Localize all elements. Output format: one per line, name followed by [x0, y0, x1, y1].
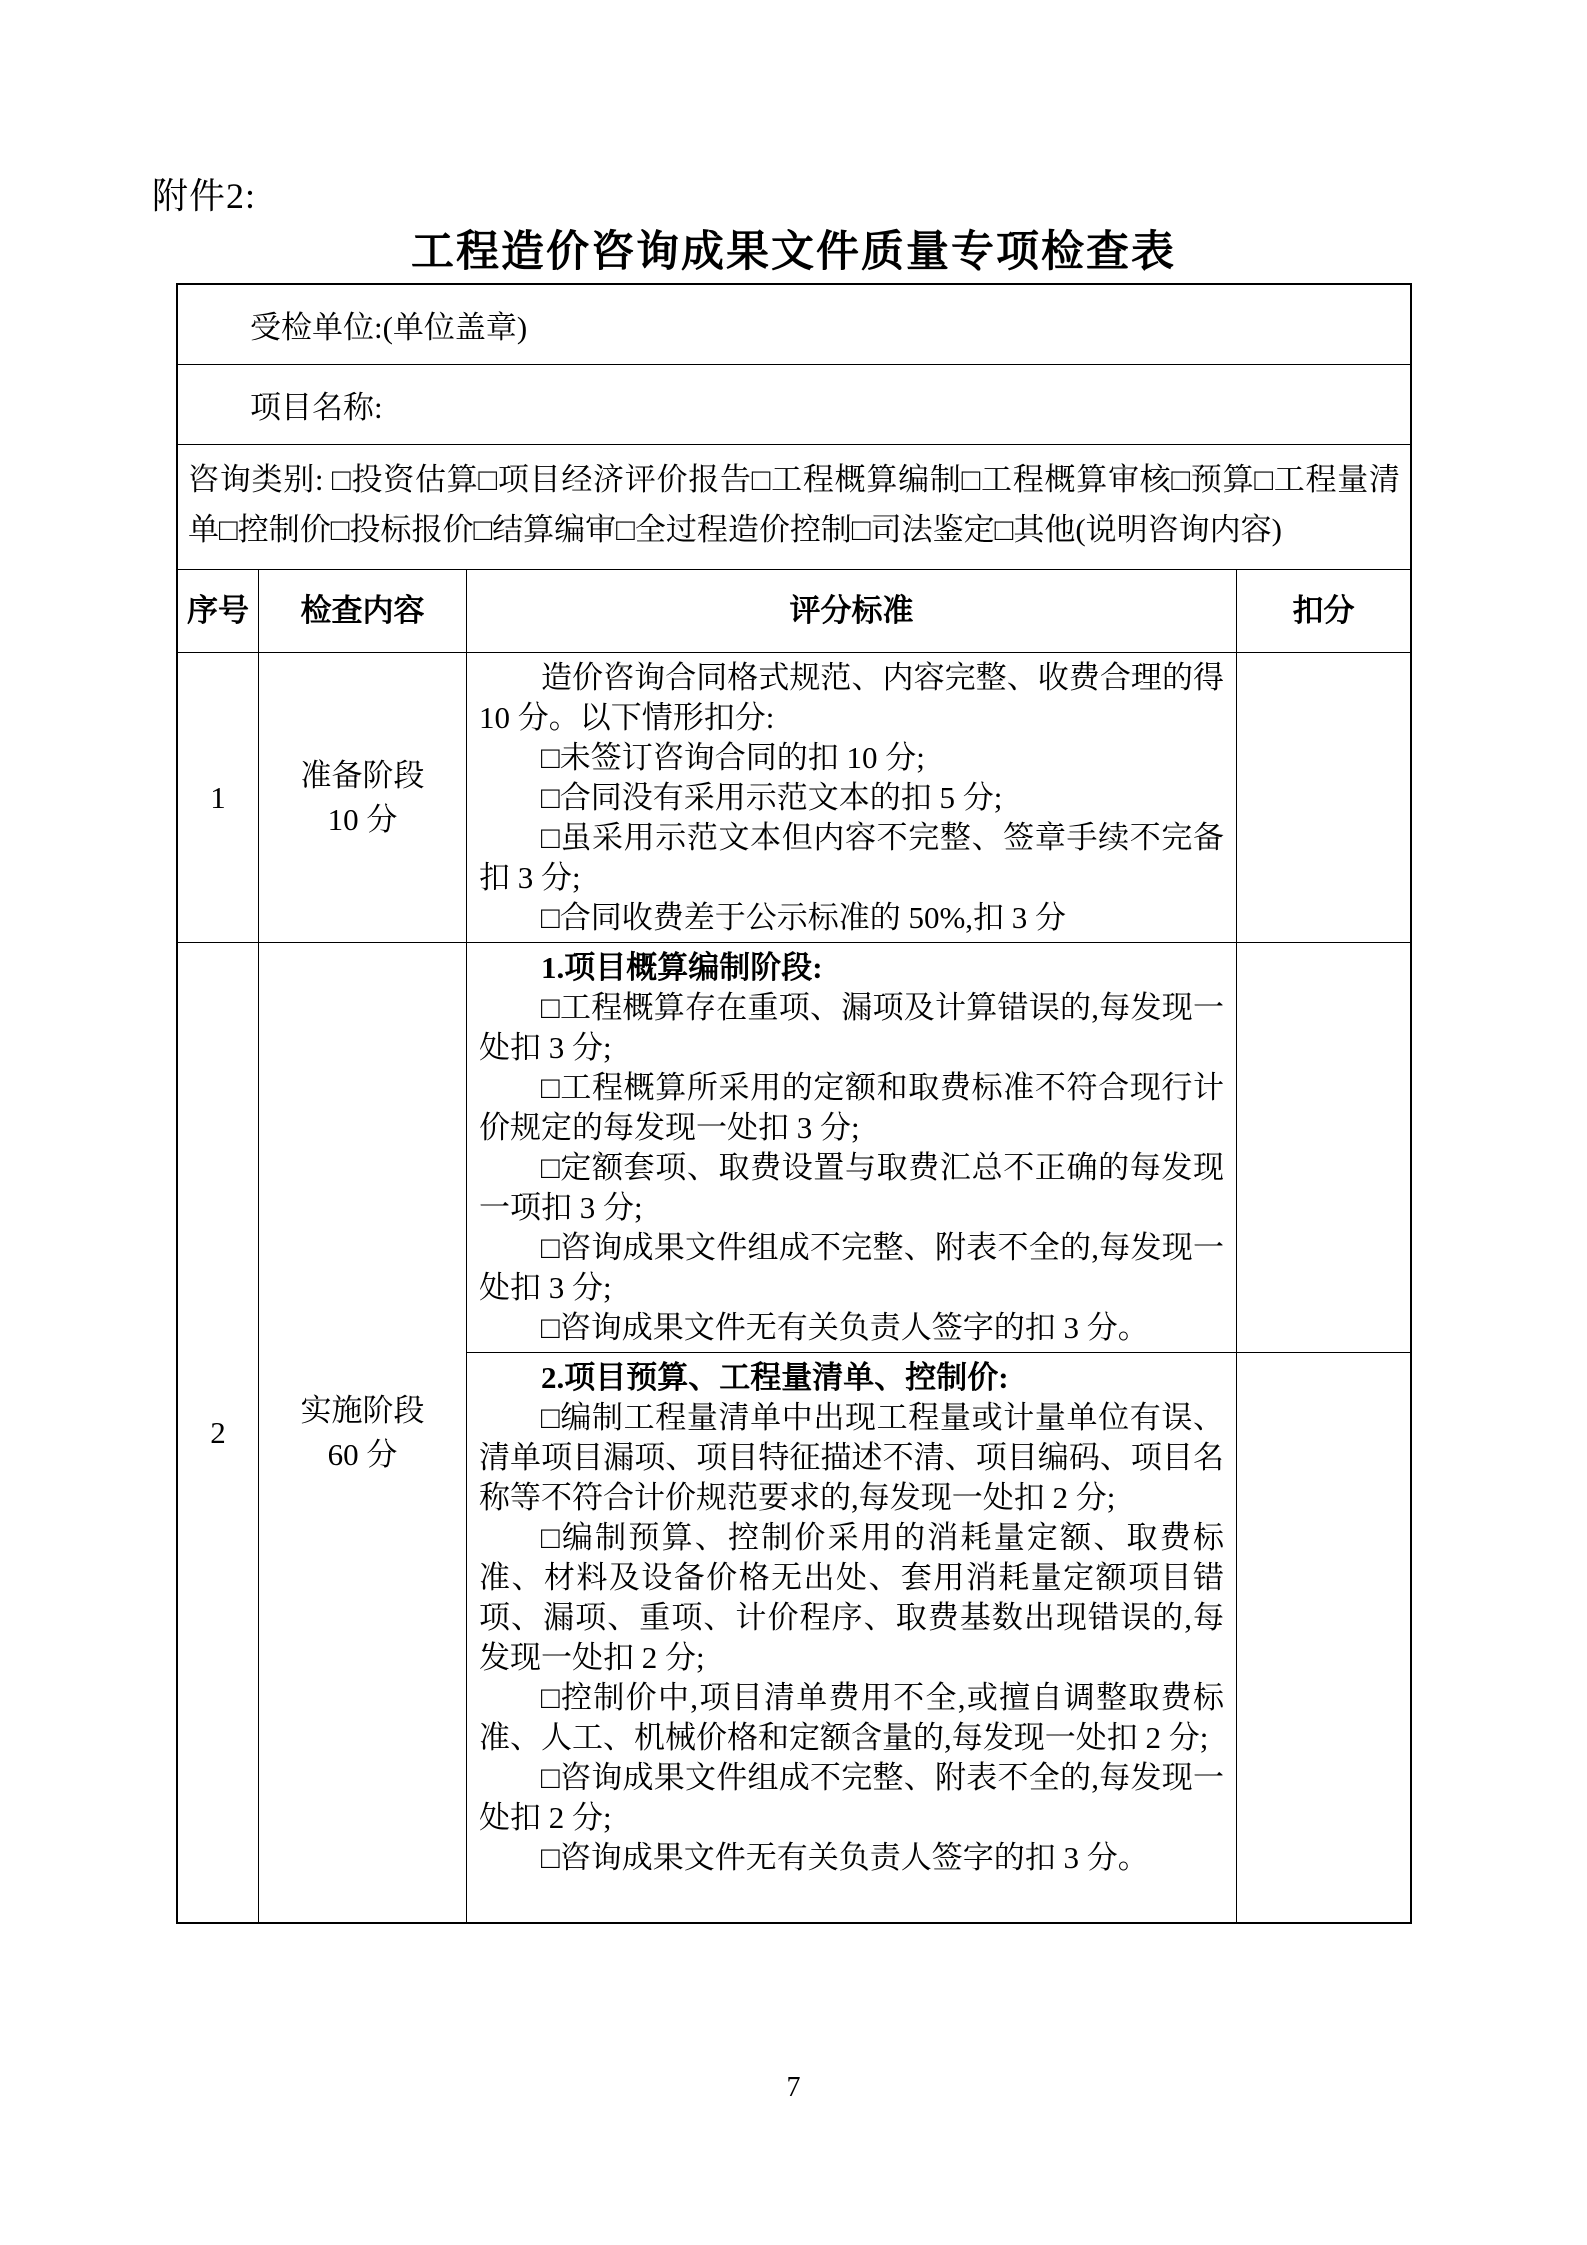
- content-row1-name: 准备阶段: [300, 757, 425, 793]
- attachment-label: 附件2:: [152, 176, 257, 216]
- header-cell-content: 检查内容: [258, 570, 466, 652]
- criteria-item: □编制工程量清单中出现工程量或计量单位有误、清单项目漏项、项目特征描述不清、项目编码、项目名称等不符合计价规范要求的,每发现一处扣 2 分;: [479, 1400, 1224, 1515]
- deduction-cell-row2-section2: [1236, 1352, 1410, 1922]
- inspected-unit-label: 受检单位:(单位盖章): [250, 310, 528, 345]
- criteria-cell-row2-section2: [466, 1352, 1236, 1922]
- header-cell-criteria: 评分标准: [466, 570, 1236, 652]
- criteria-item: □合同没有采用示范文本的扣 5 分;: [541, 780, 1003, 815]
- criteria-item: □咨询成果文件组成不完整、附表不全的,每发现一处扣 3 分;: [479, 1230, 1224, 1305]
- content-row2-name: 实施阶段: [300, 1392, 425, 1428]
- criteria-item: □咨询成果文件无有关负责人签字的扣 3 分。: [541, 1310, 1149, 1345]
- header-cell-seq: 序号: [187, 593, 249, 628]
- criteria-item: □工程概算所采用的定额和取费标准不符合现行计价规定的每发现一处扣 3 分;: [479, 1070, 1224, 1145]
- criteria-item: □未签订咨询合同的扣 10 分;: [541, 740, 925, 775]
- criteria-item: □工程概算存在重项、漏项及计算错误的,每发现一处扣 3 分;: [479, 990, 1224, 1065]
- content-cell-row1: [258, 652, 466, 942]
- criteria-item: □咨询成果文件组成不完整、附表不全的,每发现一处扣 2 分;: [479, 1760, 1224, 1835]
- criteria-item: □定额套项、取费设置与取费汇总不正确的每发现一项扣 3 分;: [479, 1150, 1224, 1225]
- header-cell-deduction: 扣分: [1236, 570, 1410, 652]
- criteria-item: □控制价中,项目清单费用不全,或擅自调整取费标准、人工、机械价格和定额含量的,每发现一处扣 2 分;: [479, 1680, 1224, 1755]
- criteria-cell-row2-section1: [466, 942, 1236, 1352]
- criteria-item: □编制预算、控制价采用的消耗量定额、取费标准、材料及设备价格无出处、套用消耗量定额项目错项、漏项、重项、计价程序、取费基数出现错误的,每发现一处扣 2 分;: [479, 1520, 1224, 1675]
- project-name-label: 项目名称:: [250, 390, 383, 425]
- content-row1-score: 10 分: [327, 801, 398, 837]
- criteria-section-heading: 2.项目预算、工程量清单、控制价:: [541, 1360, 1009, 1395]
- page-number: 7: [786, 2072, 801, 2103]
- criteria-grid: [178, 570, 1410, 1922]
- seq-cell-row2: 2: [178, 942, 258, 1922]
- inspection-form-table: [176, 283, 1412, 1924]
- seq-cell-row1: 1: [178, 652, 258, 942]
- criteria-item: □合同收费差于公示标准的 50%,扣 3 分: [541, 900, 1067, 935]
- consult-category-row: [178, 445, 1410, 570]
- content-cell-row2: [258, 942, 466, 1922]
- consult-category-text: 咨询类别: □投资估算□项目经济评价报告□工程概算编制□工程概算审核□预算□工程量清单□控制价□投标报价□结算编审□全过程造价控制□司法鉴定□其他(说明咨询内容): [188, 462, 1400, 547]
- criteria-section-heading: 1.项目概算编制阶段:: [541, 950, 823, 985]
- criteria-item: □咨询成果文件无有关负责人签字的扣 3 分。: [541, 1840, 1149, 1875]
- deduction-cell-row1: [1236, 652, 1410, 942]
- criteria-item: □虽采用示范文本但内容不完整、签章手续不完备扣 3 分;: [479, 820, 1224, 895]
- page-title: 工程造价咨询成果文件质量专项检查表: [411, 229, 1176, 276]
- deduction-cell-row2-section1: [1236, 942, 1410, 1352]
- inspected-unit-row: [178, 285, 1410, 365]
- content-row2-score: 60 分: [327, 1436, 398, 1472]
- project-name-row: [178, 365, 1410, 445]
- criteria-cell-row1: [466, 652, 1236, 942]
- criteria-item: 造价咨询合同格式规范、内容完整、收费合理的得 10 分。以下情形扣分:: [479, 660, 1224, 735]
